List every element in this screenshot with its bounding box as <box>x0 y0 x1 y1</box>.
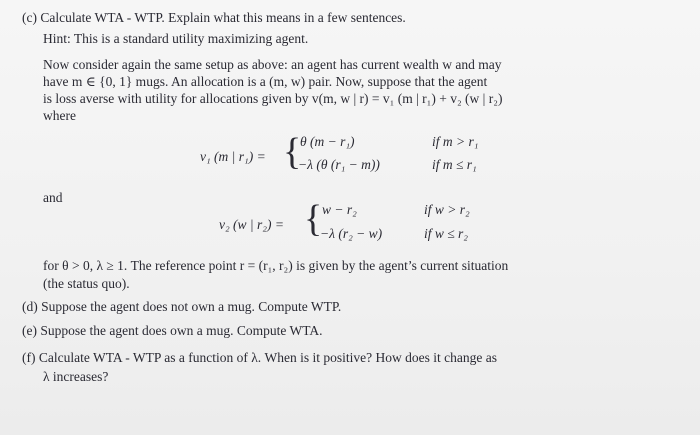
part-e-question: (e) Suppose the agent does own a mug. Compute WTA. <box>22 323 323 338</box>
equation-v2-case1-cond: if w > r₂ <box>424 202 470 217</box>
and-word: and <box>43 190 63 205</box>
part-c-question: (c) Calculate WTA - WTP. Explain what this means in a few sentences. <box>22 10 406 25</box>
equation-v1-lhs: v₁ (m | r₁) = <box>200 149 266 164</box>
equation-v1-brace: { <box>283 131 302 173</box>
conditions-line-1: for θ > 0, λ ≥ 1. The reference point r = (r₁, r₂) is given by the agent’s current situation <box>43 258 509 273</box>
equation-v2-case2-cond: if w ≤ r₂ <box>424 226 468 241</box>
part-d-question: (d) Suppose the agent does not own a mug. Compute WTP. <box>22 299 342 314</box>
setup-line-2: have m ∈ {0, 1} mugs. An allocation is a (m, w) pair. Now, suppose that the agent <box>43 74 488 89</box>
part-f-question-line-1: (f) Calculate WTA - WTP as a function of λ. When is it positive? How does it change as <box>22 350 497 365</box>
setup-line-4: where <box>43 108 76 123</box>
equation-v1-case1-expr: θ (m − r₁) <box>300 134 355 149</box>
equation-v2-case2-expr: −λ (r₂ − w) <box>320 226 383 241</box>
equation-v2-brace: { <box>304 198 323 240</box>
part-f-question-line-2: λ increases? <box>43 369 109 384</box>
equation-v1-case2-expr: −λ (θ (r₁ − m)) <box>298 157 380 172</box>
setup-line-1: Now consider again the same setup as above: an agent has current wealth w and may <box>43 57 502 72</box>
setup-line-3: is loss averse with utility for allocations given by v(m, w | r) = v₁ (m | r₁) + v₂ (w | r₂) <box>43 91 503 106</box>
equation-v2-lhs: v₂ (w | r₂) = <box>219 217 284 232</box>
equation-v1-case1-cond: if m > r₁ <box>432 134 479 149</box>
equation-v2-case1-expr: w − r₂ <box>322 202 357 217</box>
part-c-hint: Hint: This is a standard utility maximizing agent. <box>43 31 309 46</box>
conditions-line-2: (the status quo). <box>43 276 130 291</box>
equation-v1-case2-cond: if m ≤ r₁ <box>432 157 477 172</box>
